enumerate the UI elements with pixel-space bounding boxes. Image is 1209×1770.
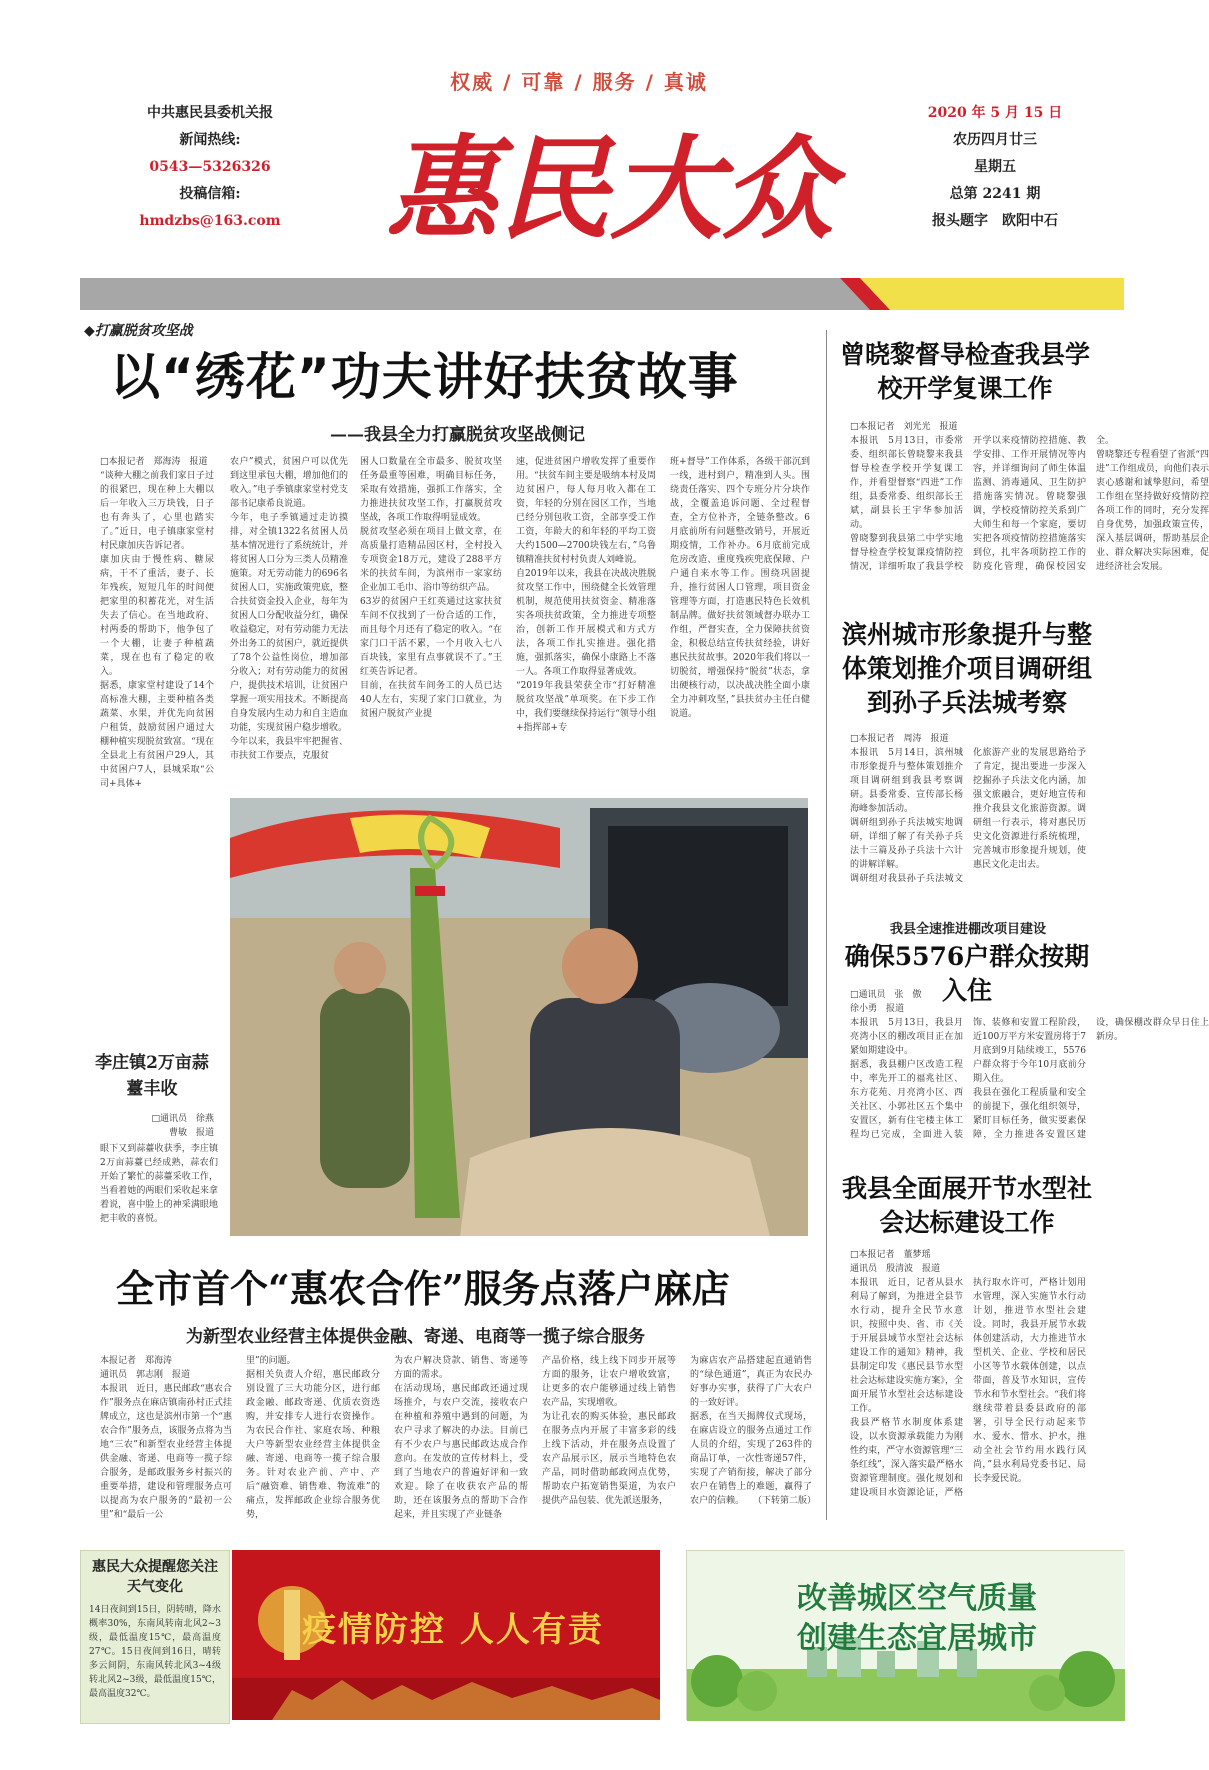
right-article-3-text: 本报讯 5月13日，我县月亮湾小区的棚改项目正在加紧如期建设中。 据悉，我县棚户区改造工程中，率先开工的福兆社区、东方花苑、月亮湾小区、西关社区、小郭社区五个集中安置区，新有住宅楼主体工程均已完成，全面进入装饰、装修和安置工程阶段，近100万平方米安置房将于7月底到9月陆续竣工，5576户群众将于今年10月底前分期入住。 我县在强化工程质量和安全的前提下，强化组织领导，紧盯目标任务，做实要素保障，全力推进各安置区建设，确保棚改群众早日住上新房。 <box>850 1018 1209 1140</box>
second-column-2 <box>246 1354 380 1524</box>
lead-column-2 <box>230 455 348 761</box>
email-address: hmdzbs@163.com <box>139 213 281 229</box>
right-article-4-byline: □本报记者 董梦瑶 通讯员 殷清波 报道 <box>850 1250 941 1274</box>
air-ad-line1: 改善城区空气质量 <box>797 1581 1037 1616</box>
second-column-5-text: 为麻店农产品搭建起直通销售的“绿色通道”，真正为农民办好事办实事，获得了广大农户的一致好评。 据悉，在当天揭牌仪式现场，在麻店设立的服务点通过工作人员的介绍，实现了263件的商品订单，一次性寄递57件，实现了产销衔接，解决了部分农户在销售上的难题，赢得了农户的信赖。 （下转第二版） <box>690 1356 817 1506</box>
lead-column-4-text: 速，促进贫困户增收发挥了重要作用。“扶贫车间主要是吸纳本村及周边贫困户，每人每月收入都在工资，年轻的分别在园区工作，当地已经分别包收工资，全部享受工作工资，年龄大的和年轻的平均工资大约1500—2700块钱左右，”乌鲁镇精准扶贫村村负责人刘峰说。 自2019年以来，我县在决战决胜脱贫攻坚工作中，围绕健全长效管理机制，规范使用扶贫资金、精准落实各项扶贫政策，全力推进专项整治，创新工作开展模式和方式方法，各项工作扎实推进。强化措施，强抓落实，确保小康路上不落一人。各项工作取得显著成效。 “2019年我县荣获全市“打好精准脱贫攻坚战”单项奖。在下步工作中，我们要继续保持运行“领导小组+指挥部+专 <box>516 457 656 733</box>
second-column-1 <box>100 1354 232 1524</box>
right-article-1-body <box>850 434 1209 584</box>
second-column-5 <box>690 1354 817 1524</box>
weather-text: 14日夜间到15日，阴转晴，降水概率30%，东南风转南北风2~3级，最低温度15℃，最高温度27℃。15日夜间到16日，晴转多云间阴，东南风转北风3~4级转北风2~3级，最低温度15℃，最高温度32℃。 <box>89 1605 221 1699</box>
lead-kicker: ◆打赢脱贫攻坚战 <box>84 323 193 339</box>
photo-caption-text: 眼下又到蒜薹收获季，李庄镇2万亩蒜薹已经成熟，蒜农们开始了繁忙的蒜薹采收工作，当看着她的两眼们采收起来拿着说，喜中脸上的神采满眼地把丰收的喜悦。 <box>100 1144 218 1224</box>
right-article-3-kicker: 我县全速推进棚改项目建设 <box>889 922 1046 937</box>
lead-column-1-text: □本报记者 郑海涛 报道 “谈种大棚之前我们家日子过的很紧巴，现在种上大棚以后一年收入三万块钱，日子也有奔头了，心里也踏实了。”近日，电子镇康家堂村村民康加庆告诉记者。 康加庆由于慢性病、糖尿病，干不了重活，妻子、长年残疾，短短几年的时间便把家里的积蓄花光，对生活失去了信心。在当地政府、村两委的帮助下，他争包了一个大棚，让妻子种植蔬菜，现在也有了稳定的收入。 据悉，康家堂村建设了14个高标准大棚，主要种植各类蔬菜、水果，并优先向贫困户租赁，鼓励贫困户通过大棚种植实现脱贫致富。“现在全县北上有贫困户29人，其中贫困户7人，县城采取“公司+具体+ <box>100 457 214 789</box>
second-column-4 <box>542 1354 676 1524</box>
masthead-left-info <box>130 100 290 235</box>
right-article-3-byline: □通讯员 张 傲 徐小勇 报道 <box>850 990 922 1014</box>
right-article-2-body <box>850 746 1086 886</box>
epidemic-ad <box>232 1550 660 1720</box>
right-article-2-byline: □本报记者 周涛 报道 <box>850 734 949 744</box>
second-column-3-text: 为农户解决贷款、销售、寄递等方面的需求。 在活动现场，惠民邮政还通过现场推介，与农户交流，接收农户在种植和养殖中遇到的问题，为农户寻求了解决的办法。目前已有不少农户与惠民邮政达成合作意向。在发放的宣传材料上，受到了当地农户的普遍好评和一致欢迎。除了在收获农产品的帮助，还在该服务点的帮助下合作起来，并且实现了产业链条 <box>394 1356 528 1520</box>
hotline-number: 0543—5326326 <box>149 159 271 175</box>
right-article-1-title: 曾晓黎督导检查我县学校开学复课工作 <box>840 340 1091 403</box>
masthead-title-text: 惠民大众 <box>386 124 834 255</box>
photo-caption <box>100 1142 218 1232</box>
second-subtitle: 为新型农业经营主体提供金融、寄递、电商等一揽子综合服务 <box>186 1327 645 1347</box>
issue-date: 2020 年 5 月 15 日 <box>927 105 1063 121</box>
masthead-color-band <box>80 278 1124 310</box>
weekday: 星期五 <box>974 159 1016 175</box>
hotline-label: 新闻热线: <box>179 132 241 148</box>
right-article-3-title: 确保5576户群众按期入住 <box>844 942 1090 1005</box>
lead-column-3-text: 困人口数量在全市最多、脱贫攻坚任务最重等困难，明确目标任务，采取有效措施，强抓工作落实，全力推进扶贫攻坚工作，打赢脱贫攻坚战，各项工作取得明显成效。 脱贫攻坚必须在项目上做文章，在高质量打造精品园区村，全村投入专项资金18万元，建设了288平方米的扶贫车间，为滨州市一家家纺企业加工毛巾、浴巾等纺织产品。 63岁的贫困户王红英通过这家扶贫车间不仅找到了一份合适的工作，而且每个月还有了稳定的收入。“在家门口干活不累，一个月收入七八百块钱，家里有点事就误不了。”王红英告诉记者。 目前，在扶贫车间务工的人员已达40人左右，实现了家门口就业，为贫困户脱贫产业提 <box>360 457 502 719</box>
right-article-4-body <box>850 1276 1086 1516</box>
second-column-1-text: 本报记者 郑海涛 通讯员 郭志刚 报道 本报讯 近日，惠民邮政“惠农合作”服务点在麻店镇南孙村正式挂牌成立，这也是滨州市第一个“惠农合作”服务点，该服务点将为当地“三农”和新型农业经营主体提供金融、寄递、电商等一揽子综合服务，是邮政服务乡村振兴的重要举措，建设和管理服务点可以提高为农户服务的“最初一公里”和“最后一公 <box>100 1356 232 1520</box>
masthead-right-info <box>920 100 1070 235</box>
lead-column-1 <box>100 455 214 789</box>
photo-garlic-illustration <box>230 798 808 1236</box>
right-article-2-text: 本报讯 5月14日，滨州城市形象提升与整体策划推介项目调研组到我县考察调研。县委常委、宣传部长杨海峰参加活动。 调研组到孙子兵法城实地调研，详细了解了有关孙子兵法十三篇及孙子兵法十六计的讲解详解。 调研组对我县孙子兵法城文化旅游产业的发展思路给予了肯定，提出要进一步深入挖掘孙子兵法文化内涵，加强文旅融合，更好地宣传和推介我县文化旅游资源。调研组一行表示，将对惠民历史文化资源进行系统梳理，完善城市形象提升规划，使惠民文化走出去。 <box>850 748 1086 884</box>
issue-number: 总第 2241 期 <box>949 186 1041 202</box>
second-headline: 全市首个“惠农合作”服务点落户麻店 <box>116 1266 730 1311</box>
photo-byline: □通讯员 徐燕 曹敏 报道 <box>151 1114 214 1138</box>
weather-box <box>80 1550 230 1724</box>
calligraphy-credit: 报头题字 欧阳中石 <box>932 213 1058 229</box>
second-column-4-text: 产品价格，线上线下同步开展等方面的服务，让农户增收致富，让更多的农户能够通过线上销售农产品，实现增收。 为让孔农的购买体验，惠民邮政在服务点内开展了丰富多彩的线上线下活动，并在服务点设置了农产品展示区，展示当地特色农产品，同时借助邮政网点优势，帮助农户拓宽销售渠道，为农户提供产品包装、优先派送服务， <box>542 1356 676 1506</box>
masthead-slogan: 权威 / 可靠 / 服务 / 真诚 <box>450 70 708 94</box>
right-article-4-text: 本报讯 近日，记者从县水利局了解到，为推进全县节水行动，提升全民节水意识，按照中央、省、市《关于开展县域节水型社会达标建设工作的通知》精神，我县制定印发《惠民县节水型社会达标建设实施方案》，全面开展节水型社会达标建设工作。 我县严格节水制度体系建设，以水资源承载能力为刚性约束，严守水资源管理“三条红线”，深入落实最严格水资源管理制度。强化规划和建设项目水资源论证，严格执行取水许可，严格计划用水管理，深入实施节水行动计划，推进节水型社会建设。同时，我县开展节水载体创建活动，大力推进节水型机关、企业、学校和居民小区等节水载体创建，以点带面，普及节水知识，宣传节水和节水型社会。“我们将继续带着县委县政府的部署，引导全民行动起来节水、爱水、惜水、护水，推动全社会节约用水践行风尚，”县水利局党委书记、局长李爱民说。 <box>850 1278 1086 1498</box>
lead-subtitle: ——我县全力打赢脱贫攻坚战侧记 <box>330 425 585 445</box>
right-article-3-body <box>850 1016 1209 1151</box>
air-ad-line2: 创建生态宜居城市 <box>797 1621 1037 1656</box>
photo-garlic-harvest <box>230 798 808 1236</box>
epidemic-ad-text: 疫情防控 人人有责 <box>302 1610 604 1650</box>
photo-caption-title: 李庄镇2万亩蒜薹丰收 <box>95 1053 209 1099</box>
weather-title: 惠民大众提醒您关注天气变化 <box>92 1559 218 1595</box>
lead-column-4 <box>516 455 656 755</box>
lunar-date: 农历四月廿三 <box>953 132 1037 148</box>
lead-headline: 以“绣花”功夫讲好扶贫故事 <box>110 348 739 406</box>
lead-column-3 <box>360 455 502 755</box>
masthead-title <box>386 100 834 260</box>
lead-column-5 <box>670 455 810 755</box>
air-quality-ad <box>686 1550 1124 1720</box>
second-column-2-text: 里”的问题。 据相关负责人介绍，惠民邮政分别设置了三大功能分区，进行邮政金融、邮政寄递、优质农资选购，并安排专人进行农资操作。为农民合作社、家庭农场、种粮大户等新型农业经营主体提供金融、寄递、电商等一揽子综合服务。针对农业产前、产中、产后“融资难、销售难、物流难”的痛点，发挥邮政企业综合服务优势， <box>246 1356 380 1520</box>
lead-column-5-text: 班+督导”工作体系，各级干部沉到一线，进村到户，精准到人头。围绕责任落实、四个专班分片分块作战，全覆盖追诉问题、全过程督查，全方位补齐，全链条整改。6月底前所有问题整改销号，开展近期疫情，工作补办。6月底前完成危房改造、重度残疾兜底保障、户户通自来水等工作。围绕巩固提升，推行贫困人口管理，项目资金管理等方面，打造惠民特色长效机制品牌。做好扶贫领域督办联办工作组，严督实查，全力保障扶贫资金，积极总结宣传扶贫经验，讲好惠民扶贫故事。2020年我们将以一切脱贫，增强保持“脱贫”状态，拿出硬核行动，以决战决胜全面小康全力冲刺攻坚，”县扶贫办主任白健说道。 <box>670 457 810 719</box>
column-divider <box>826 330 827 1520</box>
right-article-1-byline: □本报记者 刘光光 报道 <box>850 422 958 432</box>
right-article-2-title: 滨州城市形象提升与整体策划推介项目调研组到孙子兵法城考察 <box>841 620 1092 717</box>
masthead-logo <box>386 100 834 260</box>
lead-column-2-text: 农户”模式，贫困户可以优先到这里承包大棚，增加他们的收入。”电子季镇康家堂村党支部书记康希良说道。 今年，电子季镇通过走访摸排，对全镇1322名贫困人员基本情况进行了系统统计，并将贫困人口分为三类人员精准施策。对无劳动能力的696名贫困人口，实施政策兜底，整合扶贫资金投入企业，每年为贫困人口分配收益分红，确保收益稳定，对有劳动能力无法外出务工的贫困户，就近提供了78个公益性岗位，增加部分收入；对有劳动能力的贫困户，提供技术培训，让贫困户掌握一项实用技术。不断提高自身发展内生动力和自主造血功能，实现贫困户稳步增收。 今年以来，我县牢牢把握省、市扶贫工作要点，克服贫 <box>230 457 348 761</box>
right-article-1-text: 本报讯 5月13日，市委常委、组织部长曾晓黎来我县督导检查学校开学复课工作，并看望督察“四进”工作组，县委常委、组织部长王斌，副县长王宇华参加活动。 曾晓黎到我县第二中学实地督导检查学校复课疫情防控情况，详细听取了我县学校开学以来疫情防控措施、教学安排、工作开展情况等内容，并详细询问了师生体温监测、消毒通风、卫生防护措施落实情况。曾晓黎强调，学校疫情防控关系到广大师生和每一个家庭，要切实把各项疫情防控措施落实到位，扎牢各项防控工作的防疫化管理，确保校园安全。 曾晓黎还专程看望了省派“四进”工作组成员，向他们表示衷心感谢和诚挚慰问，希望工作组在坚持做好疫情防控各项工作的同时，充分发挥自身优势，加强政策宣传，深入基层调研，帮助基层企业、群众解决实际困难，促进经济社会发展。 <box>850 436 1209 572</box>
right-article-4-title: 我县全面展开节水型社会达标建设工作 <box>841 1174 1092 1237</box>
second-column-3 <box>394 1354 528 1524</box>
email-label: 投稿信箱: <box>179 186 241 202</box>
org-name: 中共惠民县委机关报 <box>147 105 273 121</box>
